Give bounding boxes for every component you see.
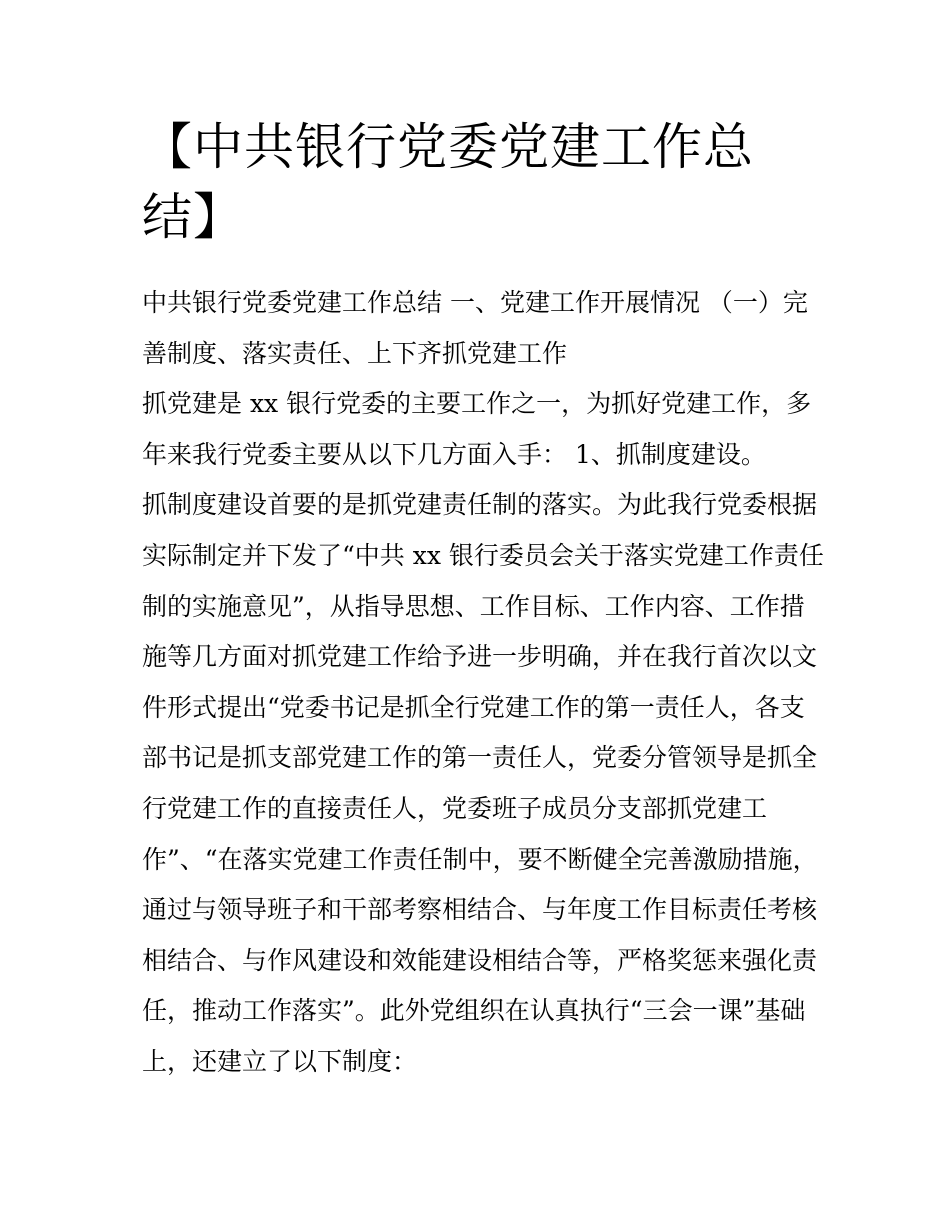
- title-line-2: 结】: [142, 188, 244, 246]
- body-line: 中共银行党委党建工作总结 一、党建工作开展情况 （一）完: [142, 288, 808, 317]
- document-title: [142, 112, 782, 252]
- body-line: 实际制定并下发了“中共 xx 银行委员会关于落实党建工作责任: [142, 540, 824, 570]
- body-line: 施等几方面对抓党建工作给予进一步明确，并在我行首次以文: [142, 642, 818, 672]
- body-line: 抓党建是 xx 银行党委的主要工作之一，为抓好党建工作，多: [142, 389, 812, 419]
- body-line: 行党建工作的直接责任人，党委班子成员分支部抓党建工: [142, 793, 768, 823]
- title-line-1: 【中共银行党委党建工作总: [142, 118, 754, 176]
- body-line: 部书记是抓支部党建工作的第一责任人，党委分管领导是抓全: [142, 743, 818, 773]
- body-line: 任，推动工作落实”。此外党组织在认真执行“三会一课”基础: [142, 996, 806, 1026]
- body-line: 年来我行党委主要从以下几方面入手： 1、抓制度建设。: [142, 439, 766, 469]
- body-line: 善制度、落实责任、上下齐抓党建工作: [142, 338, 568, 368]
- body-line: 抓制度建设首要的是抓党建责任制的落实。为此我行党委根据: [142, 490, 818, 520]
- body-line: 上，还建立了以下制度：: [142, 1046, 418, 1076]
- document-body: [142, 278, 842, 1088]
- body-line: 通过与领导班子和干部考察相结合、与年度工作目标责任考核: [142, 895, 818, 925]
- body-line: 制的实施意见”，从指导思想、工作目标、工作内容、工作措: [142, 591, 805, 621]
- body-line: 作”、“在落实党建工作责任制中，要不断健全完善激励措施，: [142, 844, 818, 874]
- body-line: 件形式提出“党委书记是抓全行党建工作的第一责任人，各支: [142, 692, 805, 722]
- body-line: 相结合、与作风建设和效能建设相结合等，严格奖惩来强化责: [142, 945, 818, 975]
